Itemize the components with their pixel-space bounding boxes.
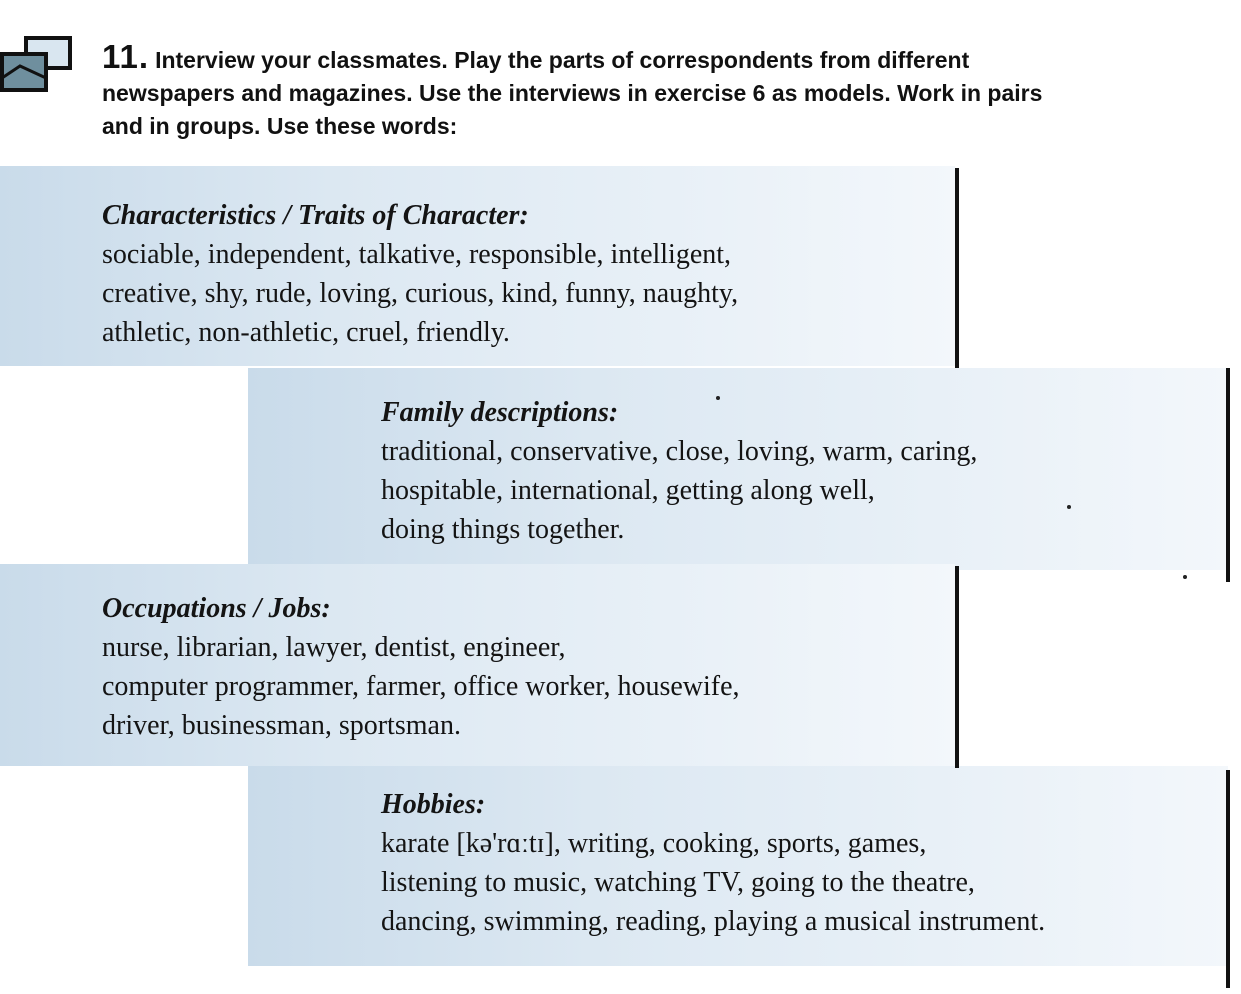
section-occupations	[102, 589, 740, 745]
print-speck	[1183, 575, 1187, 579]
word-list-line: hospitable, international, getting along well,	[381, 475, 875, 506]
word-list-line: traditional, conservative, close, loving, warm, caring,	[381, 436, 978, 467]
panel-divider	[1226, 770, 1230, 988]
instruction-line: and in groups. Use these words:	[102, 113, 458, 139]
panel-divider	[955, 566, 959, 768]
instruction-line: Interview your classmates. Play the parts of correspondents from different	[155, 47, 970, 73]
word-list-line: creative, shy, rude, loving, curious, kind, funny, naughty,	[102, 278, 739, 309]
panel-divider	[955, 168, 959, 368]
word-list-line: sociable, independent, talkative, responsible, intelligent,	[102, 239, 732, 270]
word-list-line: dancing, swimming, reading, playing a musical instrument.	[381, 906, 1046, 937]
section-heading: Family descriptions:	[381, 397, 619, 428]
section-characteristics	[102, 196, 738, 352]
word-list-line: athletic, non-athletic, cruel, friendly.	[102, 317, 510, 348]
section-heading: Hobbies:	[381, 789, 486, 820]
print-speck	[716, 396, 720, 400]
panel-divider	[1226, 368, 1230, 582]
pair-work-icon	[0, 36, 76, 96]
exercise-number: 11.	[102, 38, 150, 75]
word-list-line: nurse, librarian, lawyer, dentist, engineer,	[102, 632, 566, 663]
word-list-line: driver, businessman, sportsman.	[102, 710, 461, 741]
print-speck	[1067, 505, 1071, 509]
word-list-line: listening to music, watching TV, going to the theatre,	[381, 867, 975, 898]
section-family	[381, 393, 977, 549]
word-list-line: doing things together.	[381, 514, 625, 545]
word-list-line: computer programmer, farmer, office worker, housewife,	[102, 671, 740, 702]
section-hobbies	[381, 785, 1045, 941]
section-heading: Characteristics / Traits of Character:	[102, 200, 529, 231]
instruction-line: newspapers and magazines. Use the interviews in exercise 6 as models. Work in pairs	[102, 80, 1043, 106]
exercise-instruction	[102, 40, 1236, 143]
section-heading: Occupations / Jobs:	[102, 593, 331, 624]
word-list-line: karate [kə'rɑːtɪ], writing, cooking, sports, games,	[381, 828, 927, 859]
